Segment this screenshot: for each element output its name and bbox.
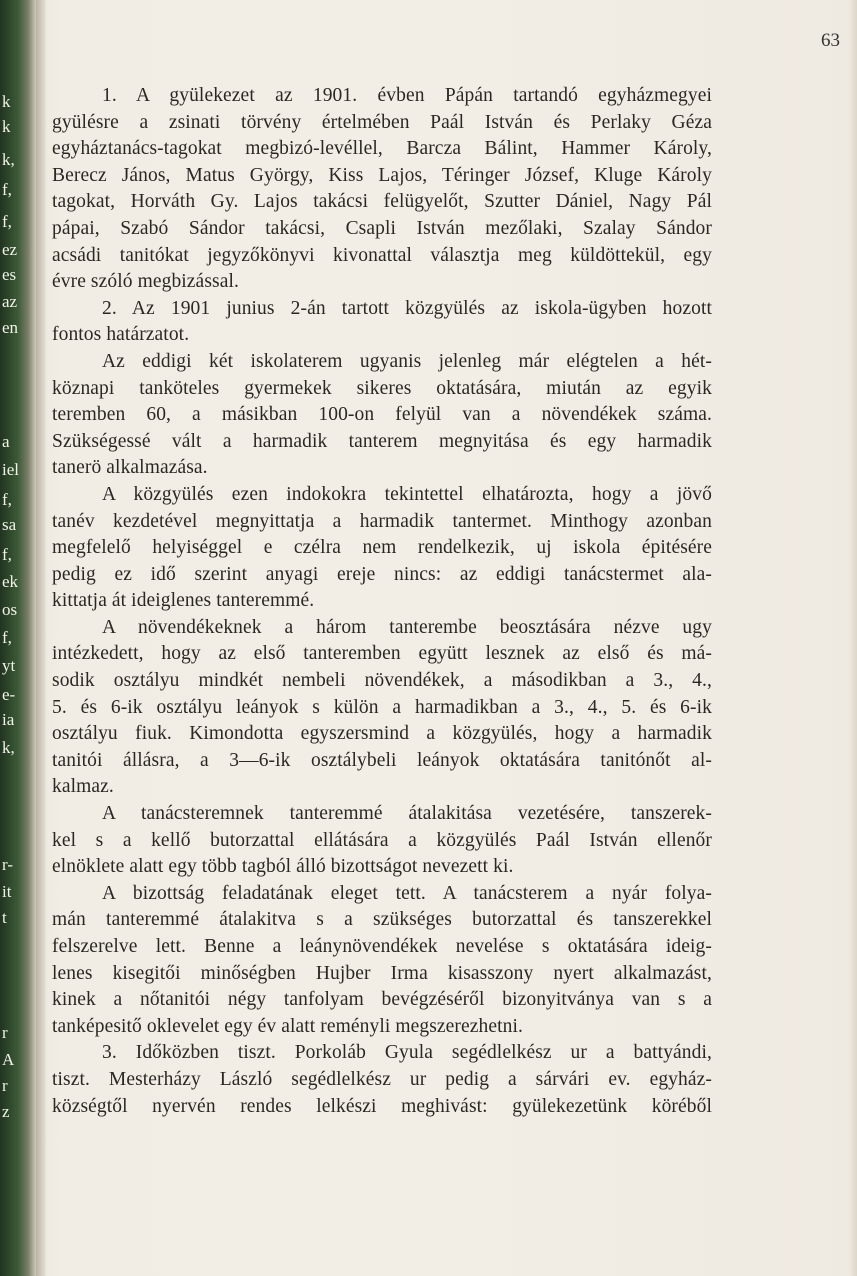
text-line: A bizottság feladatának eleget tett. A tanácsterem a nyár folya- bbox=[102, 882, 712, 904]
margin-fragment: sa bbox=[2, 515, 17, 534]
margin-fragment: f, bbox=[2, 490, 12, 509]
text-line: kittatja át ideiglenes tanteremmé. bbox=[52, 590, 315, 612]
margin-fragment: iel bbox=[2, 460, 19, 479]
margin-fragment: en bbox=[2, 318, 19, 337]
text-line: pápai, Szabó Sándor takácsi, Csapli István mezőlaki, Szalay Sándor bbox=[52, 217, 712, 239]
margin-fragment: k, bbox=[2, 150, 15, 169]
margin-fragment: r- bbox=[2, 855, 13, 874]
text-line: tanitói állásra, a 3—6-ik osztálybeli leányok oktatására tanitónőt al- bbox=[52, 749, 712, 771]
text-line: tiszt. Mesterházy László segédlelkész ur pedig a sárvári ev. egyház- bbox=[52, 1068, 712, 1090]
text-line: köznapi tanköteles gyermekek sikeres oktatására, miután az egyik bbox=[52, 377, 712, 399]
margin-fragment: e- bbox=[2, 685, 16, 704]
text-line: megfelelő helyiséggel e czélra nem rendelkezik, uj iskola épitésére bbox=[52, 537, 712, 559]
text-line: kalmaz. bbox=[52, 776, 114, 798]
margin-fragment: os bbox=[2, 600, 18, 619]
margin-fragment: A bbox=[2, 1050, 15, 1069]
margin-fragment: ek bbox=[2, 572, 19, 591]
text-line: fontos határzatot. bbox=[52, 324, 190, 346]
text-line: A közgyülés ezen indokokra tekintettel elhatározta, hogy a jövő bbox=[102, 483, 712, 505]
page-edge bbox=[849, 0, 857, 1276]
text-line: A tanácsteremnek tanteremmé átalakitása vezetésére, tanszerek- bbox=[102, 803, 712, 825]
text-line: gyülésre a zsinati törvény értelmében Paál István és Perlaky Géza bbox=[52, 111, 712, 133]
margin-fragment: z bbox=[2, 1102, 10, 1121]
spine-shadow bbox=[36, 0, 46, 1276]
margin-fragment: ia bbox=[2, 710, 15, 729]
text-line: 2. Az 1901 junius 2-án tartott közgyülés az iskola-ügyben hozott bbox=[102, 297, 712, 319]
margin-fragment: a bbox=[2, 432, 10, 451]
margin-fragment: it bbox=[2, 882, 12, 901]
text-line: elnöklete alatt egy több tagból álló bizottságot nevezett ki. bbox=[52, 856, 514, 878]
text-line: mán tanteremmé átalakitva s a szükséges butorzattal és tanszerekkel bbox=[52, 909, 712, 931]
margin-fragment: az bbox=[2, 292, 18, 311]
margin-fragment: f, bbox=[2, 628, 12, 647]
text-line: intézkedett, hogy az első tanteremben együtt lesznek az első és má- bbox=[52, 643, 712, 665]
text-line: Szükségessé vált a harmadik tanterem megnyitása és egy harmadik bbox=[52, 430, 712, 452]
text-line: évre szóló megbizással. bbox=[52, 271, 239, 293]
margin-fragment: k bbox=[2, 117, 11, 136]
text-line: kel s a kellő butorzattal ellátására a közgyülés Paál István ellenőr bbox=[52, 829, 712, 851]
text-line: tanképesitő oklevelet egy év alatt reményli megszerezhetni. bbox=[52, 1015, 523, 1037]
margin-fragment: r bbox=[2, 1076, 8, 1095]
body-text bbox=[52, 83, 712, 1120]
text-line: pedig ez idő szerint anyagi ereje nincs: az eddigi tanácstermet ala- bbox=[52, 563, 712, 585]
text-line: egyháztanács-tagokat megbizó-levéllel, Barcza Bálint, Hammer Károly, bbox=[52, 138, 712, 160]
text-line: teremben 60, a másikban 100-on felyül van a növendékek száma. bbox=[52, 404, 712, 426]
text-line: Berecz János, Matus György, Kiss Lajos, Téringer József, Kluge Károly bbox=[52, 164, 712, 186]
text-line: tanerö alkalmazása. bbox=[52, 457, 208, 479]
text-line: 1. A gyülekezet az 1901. évben Pápán tartandó egyházmegyei bbox=[102, 85, 712, 106]
margin-fragment: yt bbox=[2, 656, 16, 675]
text-line: osztályu fiuk. Kimondotta egyszersmind a közgyülés, hogy a harmadik bbox=[52, 723, 712, 745]
text-line: felszerelve lett. Benne a leánynövendékek nevelése s oktatására ideig- bbox=[52, 936, 712, 957]
margin-fragment: t bbox=[2, 908, 7, 927]
text-line: községtől nyervén rendes lelkészi meghivást: gyülekezetünk köréből bbox=[52, 1095, 712, 1117]
text-line: Az eddigi két iskolaterem ugyanis jelenleg már elégtelen a hét- bbox=[102, 350, 712, 372]
margin-fragment: f, bbox=[2, 180, 12, 199]
text-line: 3. Időközben tiszt. Porkoláb Gyula segédlelkész ur a battyándi, bbox=[102, 1042, 712, 1064]
margin-fragment: es bbox=[2, 265, 17, 284]
text-line: 5. és 6-ik osztályu leányok s külön a harmadikban a 3., 4., 5. és 6-ik bbox=[52, 696, 712, 718]
text-line: acsádi tanitókat jegyzőkönyvi kivonattal választja meg küldöttekül, egy bbox=[52, 244, 712, 266]
margin-fragment: f, bbox=[2, 545, 12, 564]
text-line: kinek a nőtanitói négy tanfolyam bevégzéséről bizonyitványa van s a bbox=[52, 989, 712, 1011]
text-line: A növendékeknek a három tanterembe beosztására nézve ugy bbox=[102, 616, 712, 638]
margin-fragment: ez bbox=[2, 240, 18, 259]
text-line: lenes kisegitői minőségben Hujber Irma kisasszony nyert alkalmazást, bbox=[52, 962, 712, 984]
text-line: tagokat, Horváth Gy. Lajos takácsi felügyelőt, Szutter Dániel, Nagy Pál bbox=[52, 191, 712, 213]
margin-fragment: k, bbox=[2, 738, 15, 757]
margin-fragment: k bbox=[2, 92, 11, 111]
text-line: tanév kezdetével megnyittatja a harmadik tantermet. Minthogy azonban bbox=[52, 510, 712, 532]
page-number: 63 bbox=[821, 30, 840, 51]
text-line: sodik osztályu mindkét nembeli növendékek, a másodikban a 3., 4., bbox=[52, 670, 712, 692]
margin-fragment: r bbox=[2, 1023, 8, 1042]
margin-fragment: f, bbox=[2, 212, 12, 231]
